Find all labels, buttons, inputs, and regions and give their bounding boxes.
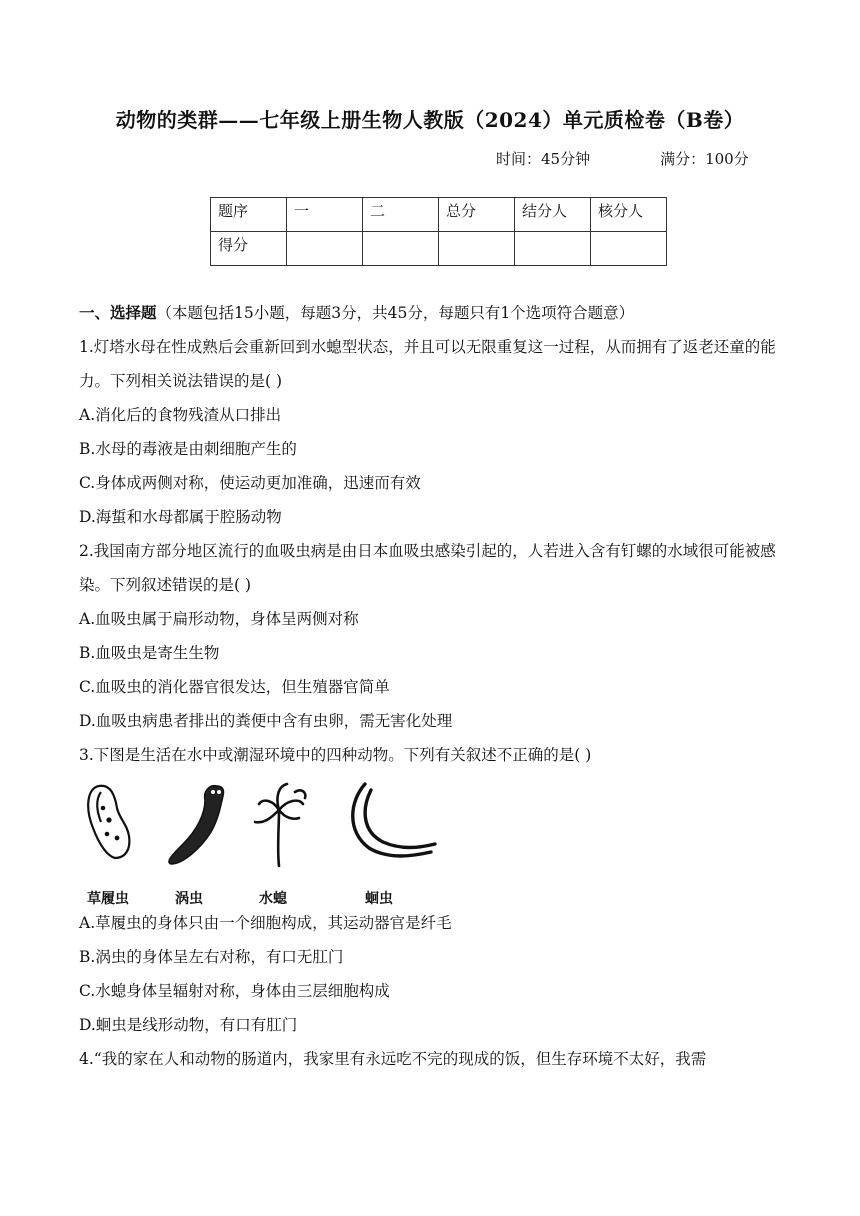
exam-meta [496, 148, 749, 169]
option: B.水母的毒液是由刺细胞产生的 [79, 440, 297, 458]
score-cell[interactable] [363, 232, 439, 266]
figure-label-planarian: 涡虫 [175, 891, 203, 907]
score-cell[interactable] [515, 232, 591, 266]
question-stem: 3.下图是生活在水中或潮湿环境中的四种动物。下列有关叙述不正确的是( ) [79, 746, 592, 764]
score-cell[interactable] [287, 232, 363, 266]
option: C.水螅身体呈辐射对称，身体由三层细胞构成 [79, 982, 390, 1000]
option: D.血吸虫病患者排出的粪便中含有虫卵，需无害化处理 [79, 712, 453, 730]
score-cell[interactable] [591, 232, 667, 266]
exam-title: 动物的类群——七年级上册生物人教版（2024）单元质检卷（B卷） [115, 108, 745, 132]
option: A.消化后的食物残渣从口排出 [79, 406, 282, 424]
section-note: （本题包括15小题，每题3分，共45分，每题只有1个选项符合题意） [156, 304, 635, 322]
option: C.身体成两侧对称，使运动更加准确，迅速而有效 [79, 474, 421, 492]
option: C.血吸虫的消化器官很发达，但生殖器官简单 [79, 678, 390, 696]
animals-figure [79, 778, 459, 906]
score-table-header-row [211, 198, 667, 232]
score-table [210, 197, 667, 266]
score-cell[interactable] [439, 232, 515, 266]
question-stem: 4.“我的家在人和动物的肠道内，我家里有永远吃不完的现成的饭，但生存环境不太好，我需 [79, 1050, 707, 1068]
roundworm-drawing [353, 784, 435, 856]
option: D.海蜇和水母都属于腔肠动物 [79, 508, 282, 526]
planarian-drawing [169, 786, 224, 864]
question-stem: 2.我国南方部分地区流行的血吸虫病是由日本血吸虫感染引起的，人若进入含有钉螺的水域很可能被感染。下列叙述错误的是( ) [79, 542, 776, 594]
section-heading [79, 296, 779, 330]
score-table-header-cell: 二 [363, 198, 439, 232]
option: A.血吸虫属于扁形动物，身体呈两侧对称 [79, 610, 359, 628]
figure-label-roundworm: 蛔虫 [365, 891, 393, 907]
figure-label-paramecium: 草履虫 [87, 891, 129, 907]
score-table-header-cell: 结分人 [515, 198, 591, 232]
exam-content [79, 296, 779, 1076]
option: B.涡虫的身体呈左右对称，有口无肛门 [79, 948, 344, 966]
exam-full-score: 满分：100分 [660, 150, 749, 168]
option: D.蛔虫是线形动物，有口有肛门 [79, 1016, 298, 1034]
section-title: 一、选择题 [79, 303, 157, 322]
hydra-drawing [255, 784, 305, 866]
score-table-header-cell: 题序 [211, 198, 287, 232]
exam-time: 时间：45分钟 [496, 150, 591, 168]
paramecium-drawing [88, 786, 129, 858]
score-table-header-cell: 总分 [439, 198, 515, 232]
option: A.草履虫的身体只由一个细胞构成，其运动器官是纤毛 [79, 914, 452, 932]
score-table-header-cell: 一 [287, 198, 363, 232]
score-table-row-label: 得分 [211, 232, 287, 266]
score-table-score-row [211, 232, 667, 266]
question-stem: 1.灯塔水母在性成熟后会重新回到水螅型状态，并且可以无限重复这一过程，从而拥有了返老还童的能力。下列相关说法错误的是( ) [79, 338, 776, 390]
animals-drawing [79, 778, 459, 882]
score-table-header-cell: 核分人 [591, 198, 667, 232]
figure-label-hydra: 水螅 [259, 891, 287, 907]
option: B.血吸虫是寄生生物 [79, 644, 220, 662]
